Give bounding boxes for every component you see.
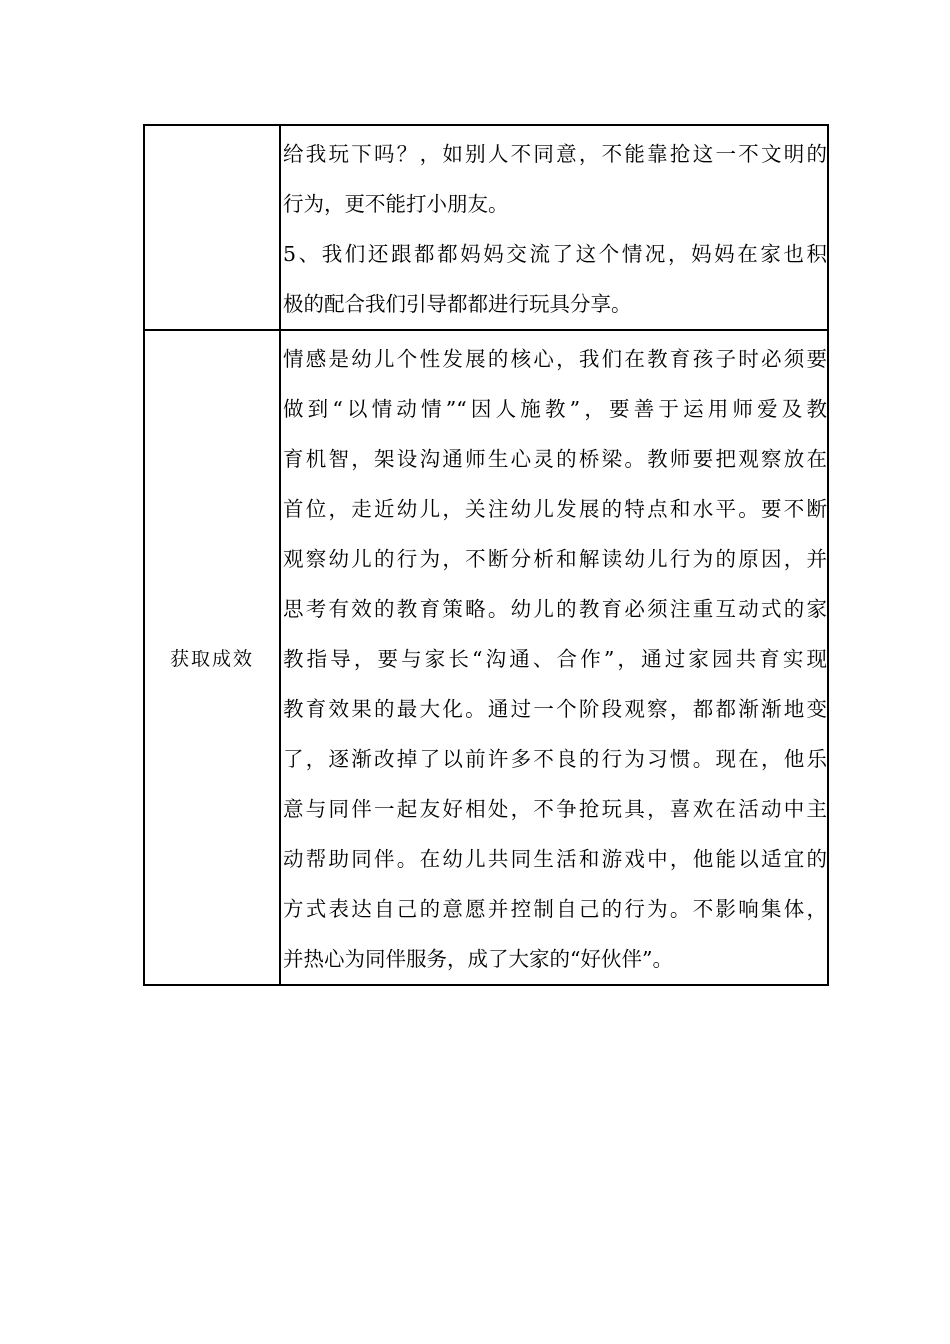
text-line: 行为，更不能打小朋友。 (283, 192, 509, 216)
row-content (280, 125, 828, 330)
table-row (144, 330, 828, 985)
text-line: 思考有效的教育策略。幼儿的教育必须注重互动式的家 (283, 597, 827, 621)
table-row (144, 125, 828, 330)
text-line: 意与同伴一起友好相处，不争抢玩具，喜欢在活动中主 (283, 797, 827, 821)
text-line: 方式表达自己的意愿并控制自己的行为。不影响集体， (283, 897, 827, 921)
text-line: 动帮助同伴。在幼儿共同生活和游戏中，他能以适宜的 (283, 847, 827, 871)
text-line: 了，逐渐改掉了以前许多不良的行为习惯。现在，他乐 (283, 747, 827, 771)
text-line: 教育效果的最大化。通过一个阶段观察，都都渐渐地变 (283, 697, 827, 721)
text-line: 教指导，要与家长“沟通、合作”，通过家园共育实现 (283, 647, 827, 671)
text-line: 5、我们还跟都都妈妈交流了这个情况，妈妈在家也积 (283, 242, 827, 266)
text-line: 情感是幼儿个性发展的核心，我们在教育孩子时必须要 (283, 347, 827, 371)
text-line: 观察幼儿的行为，不断分析和解读幼儿行为的原因，并 (283, 547, 827, 571)
text-line: 并热心为同伴服务，成了大家的“好伙伴”。 (283, 947, 673, 971)
text-line: 极的配合我们引导都都进行玩具分享。 (283, 292, 632, 316)
row-content (280, 330, 828, 985)
row-label (144, 125, 280, 330)
text-line: 做到“以情动情”“因人施教”，要善于运用师爱及教 (283, 397, 827, 421)
document-table (143, 124, 829, 986)
text-line: 首位，走近幼儿，关注幼儿发展的特点和水平。要不断 (283, 497, 827, 521)
text-line: 育机智，架设沟通师生心灵的桥梁。教师要把观察放在 (283, 447, 827, 471)
text-line: 给我玩下吗？，如别人不同意，不能靠抢这一不文明的 (283, 142, 827, 166)
row-label: 获取成效 (144, 330, 280, 985)
